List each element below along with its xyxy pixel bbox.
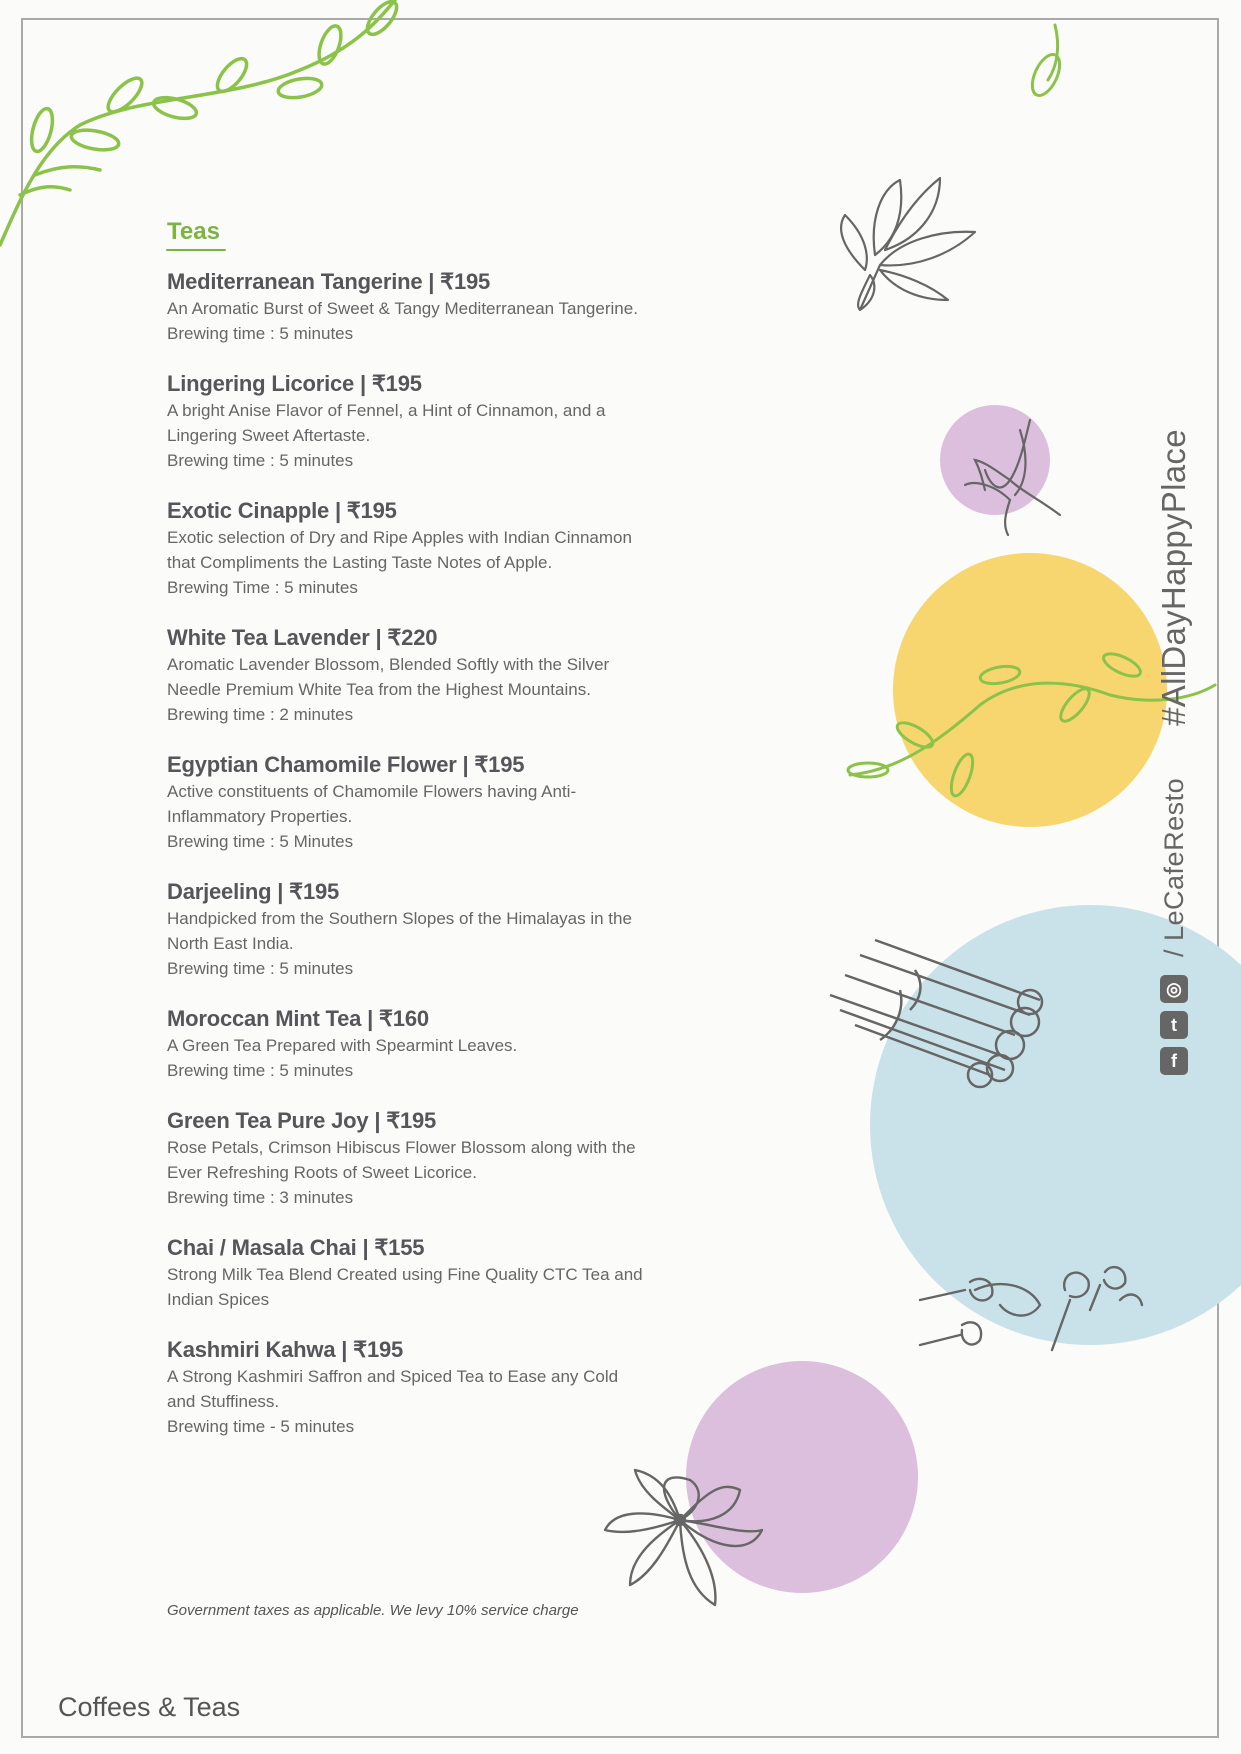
tea-menu <box>167 268 647 1463</box>
item-description: Strong Milk Tea Blend Created using Fine Quality CTC Tea and Indian Spices <box>167 1265 643 1309</box>
hashtag: #AllDayHappyPlace <box>1155 429 1192 726</box>
tax-footnote: Government taxes as applicable. We levy 10% service charge <box>167 1602 579 1619</box>
item-description: A bright Anise Flavor of Fennel, a Hint of Cinnamon, and a Lingering Sweet Aftertaste. <box>167 401 606 445</box>
item-description: A Green Tea Prepared with Spearmint Leaves. <box>167 1036 518 1055</box>
menu-item <box>167 1107 647 1210</box>
item-name: White Tea Lavender | ₹220 <box>167 625 438 650</box>
item-name: Exotic Cinapple | ₹195 <box>167 498 397 523</box>
purple-circle-top <box>940 405 1050 515</box>
item-brewing-time: Brewing time : 5 minutes <box>167 451 354 470</box>
menu-item <box>167 624 647 727</box>
menu-item <box>167 751 647 854</box>
item-description: Aromatic Lavender Blossom, Blended Softly with the Silver Needle Premium White Tea from the Highest Mountains. <box>167 655 610 699</box>
item-brewing-time: Brewing time : 5 minutes <box>167 1061 354 1080</box>
menu-item <box>167 497 647 600</box>
item-brewing-time: Brewing time : 3 minutes <box>167 1188 354 1207</box>
purple-circle-bottom <box>686 1361 918 1593</box>
menu-item <box>167 268 647 346</box>
item-name: Moroccan Mint Tea | ₹160 <box>167 1006 429 1031</box>
item-name: Egyptian Chamomile Flower | ₹195 <box>167 752 525 777</box>
item-brewing-time: Brewing time : 5 minutes <box>167 959 354 978</box>
item-name: Lingering Licorice | ₹195 <box>167 371 422 396</box>
yellow-circle <box>893 553 1167 827</box>
item-description: Rose Petals, Crimson Hibiscus Flower Blossom along with the Ever Refreshing Roots of Sweet Licorice. <box>167 1138 636 1182</box>
item-name: Kashmiri Kahwa | ₹195 <box>167 1337 404 1362</box>
item-name: Mediterranean Tangerine | ₹195 <box>167 269 491 294</box>
item-brewing-time: Brewing Time : 5 minutes <box>167 578 358 597</box>
menu-item <box>167 370 647 473</box>
vine-top-left-icon <box>0 0 402 245</box>
item-description: An Aromatic Burst of Sweet & Tangy Mediterranean Tangerine. <box>167 299 638 318</box>
instagram-icon[interactable]: ◎ <box>1160 975 1188 1003</box>
item-description: Handpicked from the Southern Slopes of the Himalayas in the North East India. <box>167 909 632 953</box>
item-name: Chai / Masala Chai | ₹155 <box>167 1235 425 1260</box>
leaf-top-right-icon <box>1027 25 1066 100</box>
item-brewing-time: Brewing time : 5 Minutes <box>167 832 354 851</box>
footer-section-label: Coffees & Teas <box>58 1692 241 1722</box>
menu-item <box>167 1005 647 1083</box>
twitter-icon[interactable]: t <box>1160 1011 1188 1039</box>
menu-item <box>167 878 647 981</box>
social-handle: / LeCafeResto <box>1158 777 1189 957</box>
item-description: A Strong Kashmiri Saffron and Spiced Tea to Ease any Cold and Stuffiness. <box>167 1367 619 1411</box>
section-title: Teas <box>167 218 220 245</box>
social-icons <box>1160 967 1188 1075</box>
item-name: Green Tea Pure Joy | ₹195 <box>167 1108 437 1133</box>
item-brewing-time: Brewing time : 2 minutes <box>167 705 354 724</box>
item-description: Active constituents of Chamomile Flowers having Anti-Inflammatory Properties. <box>167 782 577 826</box>
item-name: Darjeeling | ₹195 <box>167 879 340 904</box>
section-underline <box>166 249 226 251</box>
facebook-icon[interactable]: f <box>1160 1047 1188 1075</box>
bay-leaves-icon <box>841 178 975 310</box>
item-description: Exotic selection of Dry and Ripe Apples with Indian Cinnamon that Compliments the Lasting Taste Notes of Apple. <box>167 528 632 572</box>
item-brewing-time: Brewing time - 5 minutes <box>167 1417 355 1436</box>
item-brewing-time: Brewing time : 5 minutes <box>167 324 354 343</box>
menu-item <box>167 1336 647 1439</box>
menu-item <box>167 1234 647 1312</box>
